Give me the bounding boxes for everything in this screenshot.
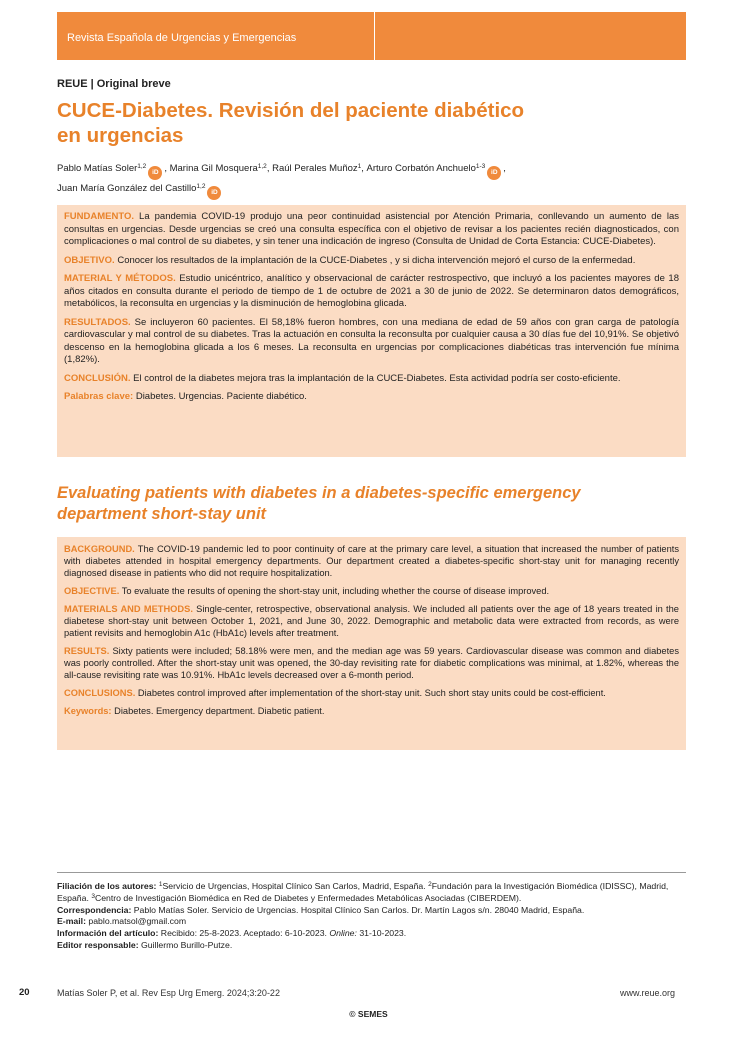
author-affiliations <box>57 881 687 952</box>
article-title <box>57 98 657 148</box>
author: Juan María González del Castillo$^{1,2}$iD <box>57 183 223 194</box>
journal-banner <box>57 12 686 60</box>
footer-rule <box>57 872 686 873</box>
orcid-icon[interactable]: iD <box>148 166 162 180</box>
abstract-keywords: Palabras clave: Diabetes. Urgencias. Paciente diabético. <box>64 391 307 402</box>
abstract-objetivo: OBJETIVO. Conocer los resultados de la implantación de la CUCE-Diabetes , y si dicha intervención mejoró el curso de la enfermedad. <box>64 254 636 266</box>
abstract-conclusions: CONCLUSIONS. Diabetes control improved after implementation of the short-stay unit. Such short stay units could be cost-efficient. <box>64 688 606 698</box>
abstract-background: BACKGROUND. The COVID-19 pandemic led to poor continuity of care at the primary care level, a situation that increased the number of patients with diabetes attended in hospital emergency departments. Our department created a diabetes-specific short-stay unit for managing recently diagnosed disease in patients who did not require hospitalization. <box>64 544 680 578</box>
author: Marina Gil Mosquera$^{1,2}$, <box>169 163 273 174</box>
copyright: © SEMES <box>349 1009 388 1019</box>
abstract-fundamento: FUNDAMENTO. La pandemia COVID-19 produjo una peor continuidad asistencial por Atención Primaria, conllevando un aumento de las consultas en urgencias. Desde urgencias se creó una consulta específica con el objetivo de revisar a los pacientes recién diagnosticados, con complicaciones o mal control de su diabetes, y sin tener una indicación de ingreso (Consulta de Unidad de Corta Estancia: CUCE-Diabetes). <box>64 211 679 247</box>
author: Arturo Corbatón Anchuelo$^{1-3}$iD , <box>367 163 506 174</box>
abstract-results: RESULTS. Sixty patients were included; 58.18% were men, and the median age was 59 years. Cardiovascular disease was common and diabetes was poorly controlled. After the short-stay unit was opened, the 30-day revisiting rate for diabetic complications was minimal, at 1.82%, whereas the all-cause revisiting rate was 10.91%. HbA1c levels decreased over a 6-month period. <box>64 646 679 680</box>
orcid-icon[interactable]: iD <box>487 166 501 180</box>
author-list <box>57 160 677 200</box>
orcid-icon[interactable]: iD <box>207 186 221 200</box>
author: Pablo Matías Soler$^{1,2}$iD , <box>57 163 170 174</box>
article-info-note: Información del artículo: Recibido: 25-8-2023. Aceptado: 6-10-2023. Online: 31-10-2023. <box>57 928 407 939</box>
email-note: E-mail: pablo.matsol@gmail.com <box>57 916 187 927</box>
author: Raúl Perales Muñoz$^1$, <box>272 163 367 174</box>
english-title-line-1: Evaluating patients with diabetes in a diabetes-specific emergency <box>57 484 581 502</box>
affiliation-note: Filiación de los autores: $^1$Servicio de Urgencias, Hospital Clínico San Carlos, Madrid, España. $^2$Fundación para la Investigación Biomédica (IDISSC), Madrid, España. $^3$Centro de Investigación Biomédica en Red de Diabetes y Enfermedades Metabólicas Asociadas (CIBERDEM). <box>57 881 669 903</box>
abstract-resultados: RESULTADOS. Se incluyeron 60 pacientes. El 58,18% fueron hombres, con una mediana de edad de 59 años con gran carga de patología cardiovascular y mal control de su diabetes. Tras la actuación en consulta la reconsulta por cualquier causa a 30 días fue del 10,91%. Se objetivó descenso en la hemoglobina glicada a los 6 meses. La reconsulta en urgencias por complicaciones diabéticas tras intervención fue mínima (1,82%). <box>64 316 679 365</box>
journal-name: Revista Española de Urgencias y Emergencias <box>67 32 297 44</box>
abstract-english <box>57 537 686 750</box>
section-label: REUE | Original breve <box>57 78 171 90</box>
abstract-methods: MATERIALS AND METHODS. Single-center, retrospective, observational analysis. We included all patients over the age of 18 years treated in the diabetese short-stay unit between October 1, 2021, and June 30, 2022. Demographic and metabolic data were extracted from records, as were patient revisits and hemoglobin A1c (HbA1c) levels after treatment. <box>64 604 679 638</box>
english-title <box>57 483 677 525</box>
correspondence-note: Correspondencia: Pablo Matías Soler. Servicio de Urgencias. Hospital Clínico San Carlos. Dr. Martín Lagos s/n. 28040 Madrid, España. <box>57 904 585 915</box>
abstract-conclusion: CONCLUSIÓN. El control de la diabetes mejora tras la implantación de la CUCE-Diabetes. Esta actividad podría ser costo-eficiente. <box>64 372 621 384</box>
abstract-keywords-en: Keywords: Diabetes. Emergency department. Diabetic patient. <box>64 706 325 716</box>
abstract-spanish <box>57 205 686 457</box>
banner-divider <box>374 12 375 60</box>
title-line-1: CUCE-Diabetes. Revisión del paciente diabético <box>57 99 525 122</box>
website-link[interactable]: www.reue.org <box>620 988 676 998</box>
english-title-line-2: department short-stay unit <box>57 505 267 523</box>
editor-note: Editor responsable: Guillermo Burillo-Putze. <box>57 939 233 950</box>
title-line-2: en urgencias <box>57 124 184 147</box>
citation: Matías Soler P, et al. Rev Esp Urg Emerg. 2024;3:20-22 <box>57 988 280 998</box>
page-number: 20 <box>19 987 30 998</box>
abstract-objective: OBJECTIVE. To evaluate the results of opening the short-stay unit, including whether the course of disease improved. <box>64 586 550 596</box>
email-link[interactable]: pablo.matsol@gmail.com <box>88 916 187 927</box>
abstract-metodos: MATERIAL Y MÉTODOS. Estudio unicéntrico, analítico y observacional de carácter restrospectivo, que incluyó a los pacientes mayores de 18 años citados en consulta durante el periodo de tiempo de 1 de octubre de 2021 a 30 de junio de 2022. Se determinaron datos demográficos, metabólicos, la reconsulta en urgencias y la disminución de hemoglobina glicada. <box>64 273 679 309</box>
